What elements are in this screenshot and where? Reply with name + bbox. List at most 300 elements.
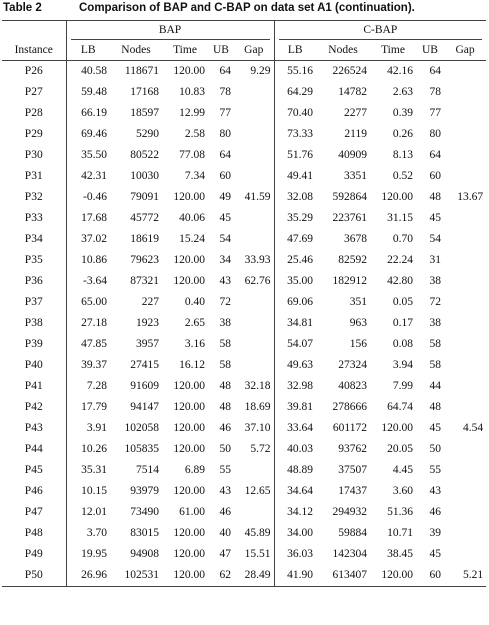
table-row (2, 208, 486, 229)
instance-cell: P37 (24, 296, 43, 308)
table-row (2, 544, 486, 565)
table-cell: 59884 (338, 527, 367, 539)
table-cell: 45 (219, 212, 231, 224)
table-cell: 3957 (136, 338, 159, 350)
table-cell (444, 250, 486, 271)
table-cell: 10.86 (66, 250, 110, 271)
table-cell: 38 (219, 317, 231, 329)
table-cell: 613407 (316, 565, 370, 587)
table-row (2, 292, 486, 313)
table-cell: 45772 (130, 212, 159, 224)
table-cell: 38 (429, 317, 441, 329)
table-cell: 3678 (344, 233, 367, 245)
header-bap-nodes: Nodes (110, 40, 162, 61)
table-cell: 32.08 (274, 187, 316, 208)
table-cell: 40.06 (179, 212, 205, 224)
table-cell: 0.17 (392, 317, 413, 329)
results-table (2, 20, 486, 587)
table-row (2, 565, 486, 587)
instance-cell: P30 (24, 149, 43, 161)
table-cell (234, 460, 274, 481)
table-row (2, 502, 486, 523)
table-cell: 120.00 (173, 191, 205, 203)
table-cell: 48 (429, 191, 441, 203)
table-cell: 120.00 (381, 191, 413, 203)
table-cell: 0.39 (392, 107, 413, 119)
table-cell: 42.80 (387, 275, 413, 287)
table-cell: 64 (219, 65, 231, 77)
table-cell (234, 502, 274, 523)
header-bap-lb: LB (66, 40, 110, 61)
table-cell: 55 (429, 464, 441, 476)
table-cell: 50 (429, 443, 441, 455)
table-cell: 278666 (332, 401, 367, 413)
table-cell: 47.69 (274, 229, 316, 250)
table-cell (444, 502, 486, 523)
table-cell: 7.28 (66, 376, 110, 397)
instance-cell: P50 (2, 565, 66, 587)
table-cell: 120.00 (173, 527, 205, 539)
instance-cell: P34 (24, 233, 43, 245)
table-row (2, 187, 486, 208)
table-cell: 3.91 (66, 418, 110, 439)
table-cell: 182912 (332, 275, 367, 287)
table-cell: 120.00 (173, 65, 205, 77)
table-cell: 34 (219, 254, 231, 266)
header-spacer (2, 21, 66, 41)
table-cell: 50 (219, 443, 231, 455)
table-row (2, 334, 486, 355)
table-cell: 8.13 (392, 149, 413, 161)
table-cell: 43 (219, 485, 231, 497)
table-cell (444, 376, 486, 397)
instance-cell: P40 (24, 359, 43, 371)
table-cell: 120.00 (173, 254, 205, 266)
table-cell: 36.03 (274, 544, 316, 565)
table-cell: 120.00 (381, 422, 413, 434)
table-cell: 15.51 (244, 548, 271, 560)
table-cell (444, 82, 486, 103)
table-cell (234, 313, 274, 334)
table-cell: 120.00 (173, 485, 205, 497)
table-cell: 120.00 (173, 422, 205, 434)
table-cell: 2.63 (392, 86, 413, 98)
table-cell: 70.40 (274, 103, 316, 124)
table-cell: 105835 (124, 443, 159, 455)
table-cell (234, 208, 274, 229)
table-row (2, 82, 486, 103)
table-cell: 2119 (344, 128, 367, 140)
table-cell: 19.95 (66, 544, 110, 565)
table-cell: 0.40 (184, 296, 205, 308)
table-cell: 102058 (124, 422, 159, 434)
table-cell: 0.52 (392, 170, 413, 182)
table-cell: 72 (219, 296, 231, 308)
table-cell: -0.46 (66, 187, 110, 208)
table-cell (234, 292, 274, 313)
table-row (2, 376, 486, 397)
table-row (2, 355, 486, 376)
table-cell: 10030 (130, 170, 159, 182)
table-cell: 39.37 (66, 355, 110, 376)
header-cbap-lb: LB (274, 40, 316, 61)
table-cell: 25.46 (274, 250, 316, 271)
table-cell: 5.21 (444, 565, 486, 587)
table-cell: 64 (429, 65, 441, 77)
table-cell: 49.63 (274, 355, 316, 376)
table-cell: 592864 (332, 191, 367, 203)
table-cell (234, 82, 274, 103)
table-cell: 12.65 (244, 485, 271, 497)
header-bap-time: Time (162, 40, 208, 61)
table-cell: 77 (429, 107, 441, 119)
table-cell (444, 61, 486, 83)
table-cell: 38 (429, 275, 441, 287)
table-cell: 3.60 (392, 485, 413, 497)
table-cell: 120.00 (173, 401, 205, 413)
table-cell: 65.00 (66, 292, 110, 313)
table-cell: 601172 (332, 422, 367, 434)
table-cell: 35.31 (66, 460, 110, 481)
table-cell: 39.81 (274, 397, 316, 418)
table-cell: 120.00 (173, 443, 205, 455)
table-row (2, 439, 486, 460)
table-cell: 66.19 (66, 103, 110, 124)
table-cell: 16.12 (179, 359, 205, 371)
table-cell: 17168 (130, 86, 159, 98)
instance-cell: P31 (24, 170, 43, 182)
table-cell: 35.50 (66, 145, 110, 166)
table-cell: 46 (219, 422, 231, 434)
table-cell: 17.68 (66, 208, 110, 229)
table-row (2, 103, 486, 124)
table-cell: 91609 (130, 380, 159, 392)
table-cell: 42.31 (66, 166, 110, 187)
table-cell: 26.96 (66, 565, 110, 587)
table-cell: 40.58 (66, 61, 110, 83)
table-cell: 118671 (124, 65, 159, 77)
table-cell: 0.05 (392, 296, 413, 308)
table-cell (444, 460, 486, 481)
header-row-columns (2, 40, 486, 61)
table-cell (444, 397, 486, 418)
table-cell: 20.05 (387, 443, 413, 455)
table-cell: 13.67 (457, 191, 484, 203)
instance-cell: P38 (24, 317, 43, 329)
table-cell: 42.16 (387, 65, 413, 77)
table-cell (444, 292, 486, 313)
instance-cell: P26 (24, 65, 43, 77)
table-cell: 120.00 (173, 380, 205, 392)
table-cell: 58 (429, 338, 441, 350)
table-cell: 37.02 (66, 229, 110, 250)
table-cell: 1923 (136, 317, 159, 329)
table-cell: 17.79 (66, 397, 110, 418)
table-row (2, 460, 486, 481)
table-cell: 2277 (344, 107, 367, 119)
table-row (2, 166, 486, 187)
table-cell: 102531 (110, 565, 162, 587)
header-group-cbap: C-BAP (274, 21, 486, 41)
table-cell: 37.10 (244, 422, 271, 434)
table-cell: 62.76 (244, 275, 271, 287)
table-cell: 47 (219, 548, 231, 560)
table-cell: 60 (219, 170, 231, 182)
table-cell (234, 124, 274, 145)
table-cell: 6.89 (184, 464, 205, 476)
header-group-bap: BAP (66, 21, 274, 41)
table-cell: 60 (416, 565, 444, 587)
table-cell (444, 355, 486, 376)
table-cell: 69.06 (274, 292, 316, 313)
instance-cell: P27 (24, 86, 43, 98)
table-cell: 49.41 (274, 166, 316, 187)
table-cell (234, 334, 274, 355)
table-cell: 43 (429, 485, 441, 497)
table-cell (234, 229, 274, 250)
table-cell: 3.94 (392, 359, 413, 371)
table-cell: 62 (208, 565, 234, 587)
table-cell: 44 (429, 380, 441, 392)
table-cell: 34.00 (274, 523, 316, 544)
table-cell: 4.45 (392, 464, 413, 476)
table-cell: 78 (429, 86, 441, 98)
table-cell: 40823 (338, 380, 367, 392)
header-cbap-ub: UB (416, 40, 444, 61)
table-cell: 7514 (136, 464, 159, 476)
table-cell: 46 (219, 506, 231, 518)
table-cell: 64.29 (274, 82, 316, 103)
instance-cell: P36 (24, 275, 43, 287)
table-cell: 120.00 (173, 275, 205, 287)
table-cell: 47.85 (66, 334, 110, 355)
table-cell: 120.00 (162, 565, 208, 587)
table-cell: 45 (429, 548, 441, 560)
table-cell: 35.00 (274, 271, 316, 292)
instance-cell: P43 (24, 422, 43, 434)
table-cell: 45 (429, 422, 441, 434)
table-cell: 142304 (332, 548, 367, 560)
table-cell: 32.98 (274, 376, 316, 397)
instance-cell: P49 (24, 548, 43, 560)
table-cell: 73490 (130, 506, 159, 518)
table-cell: 120.00 (173, 548, 205, 560)
table-cell: 80 (219, 128, 231, 140)
table-cell: 31 (429, 254, 441, 266)
table-cell: 87321 (130, 275, 159, 287)
table-cell: 93979 (130, 485, 159, 497)
table-row (2, 271, 486, 292)
table-cell: 18.69 (244, 401, 271, 413)
instance-cell: P28 (24, 107, 43, 119)
table-cell: 37507 (338, 464, 367, 476)
table-cell: 34.64 (274, 481, 316, 502)
table-cell: 10.83 (179, 86, 205, 98)
table-cell: 18619 (130, 233, 159, 245)
table-cell: 94147 (130, 401, 159, 413)
table-row (2, 145, 486, 166)
table-cell (234, 166, 274, 187)
table-cell: 31.15 (387, 212, 413, 224)
table-cell: 64 (219, 149, 231, 161)
table-cell: 14782 (338, 86, 367, 98)
table-cell: 55 (219, 464, 231, 476)
header-row-groups (2, 21, 486, 41)
table-cell: 7.99 (392, 380, 413, 392)
table-row (2, 61, 486, 83)
instance-cell: P39 (24, 338, 43, 350)
table-cell: 18597 (130, 107, 159, 119)
table-cell: 48 (429, 401, 441, 413)
table-cell: 17437 (338, 485, 367, 497)
table-row (2, 250, 486, 271)
table-cell: 94908 (130, 548, 159, 560)
table-cell (234, 145, 274, 166)
instance-cell: P32 (24, 191, 43, 203)
table-cell: 32.18 (244, 380, 271, 392)
table-cell (444, 544, 486, 565)
instance-cell: P35 (24, 254, 43, 266)
table-cell: 15.24 (179, 233, 205, 245)
table-cell (444, 271, 486, 292)
table-cell (444, 523, 486, 544)
table-cell: 4.54 (462, 422, 484, 434)
instance-cell: P44 (24, 443, 43, 455)
table-cell: 61.00 (179, 506, 205, 518)
table-cell: 9.29 (250, 65, 271, 77)
table-cell: 40.03 (274, 439, 316, 460)
table-cell: 64 (429, 149, 441, 161)
table-cell: 226524 (332, 65, 367, 77)
table-cell: 2.65 (184, 317, 205, 329)
table-cell: 7.34 (184, 170, 205, 182)
table-cell: 77 (219, 107, 231, 119)
instance-cell: P41 (24, 380, 43, 392)
instance-cell: P29 (24, 128, 43, 140)
table-cell: 0.26 (392, 128, 413, 140)
instance-cell: P48 (24, 527, 43, 539)
table-cell: 72 (429, 296, 441, 308)
table-cell: 59.48 (66, 82, 110, 103)
table-cell: 227 (141, 296, 159, 308)
table-row (2, 481, 486, 502)
instance-cell: P47 (24, 506, 43, 518)
table-cell: 69.46 (66, 124, 110, 145)
table-cell: 156 (349, 338, 367, 350)
table-cell: 0.08 (392, 338, 413, 350)
table-cell (234, 355, 274, 376)
table-cell (444, 208, 486, 229)
table-cell: 46 (429, 506, 441, 518)
table-cell: 54.07 (274, 334, 316, 355)
table-cell: 28.49 (234, 565, 274, 587)
table-cell: 39 (429, 527, 441, 539)
table-cell: 51.76 (274, 145, 316, 166)
table-cell: 58 (219, 338, 231, 350)
instance-cell: P46 (24, 485, 43, 497)
table-cell: 77.08 (179, 149, 205, 161)
table-cell: 45.89 (244, 527, 271, 539)
instance-cell: P42 (24, 401, 43, 413)
table-cell: 33.64 (274, 418, 316, 439)
table-cell: 43 (219, 275, 231, 287)
table-cell: 49 (219, 191, 231, 203)
table-cell: 48 (219, 401, 231, 413)
table-cell: 54 (219, 233, 231, 245)
table-cell: 41.90 (274, 565, 316, 587)
table-cell: 5290 (136, 128, 159, 140)
table-cell: 64.74 (387, 401, 413, 413)
table-cell: 79623 (130, 254, 159, 266)
table-row (2, 313, 486, 334)
table-cell: 5.72 (250, 443, 271, 455)
table-cell: 27415 (130, 359, 159, 371)
table-cell: 27.18 (66, 313, 110, 334)
table-row (2, 229, 486, 250)
table-cell: 0.70 (392, 233, 413, 245)
table-cell: 55.16 (274, 61, 316, 83)
table-cell: 80522 (130, 149, 159, 161)
table-number: Table 2 (3, 2, 42, 14)
table-cell (444, 229, 486, 250)
table-cell: 294932 (332, 506, 367, 518)
table-row (2, 523, 486, 544)
table-cell: 10.15 (66, 481, 110, 502)
table-cell: 93762 (338, 443, 367, 455)
table-cell (444, 124, 486, 145)
table-cell: 51.36 (387, 506, 413, 518)
table-cell: 3351 (344, 170, 367, 182)
table-cell: 73.33 (274, 124, 316, 145)
table-cell (234, 103, 274, 124)
table-cell: 10.71 (387, 527, 413, 539)
table-cell: 54 (429, 233, 441, 245)
instance-cell: P33 (24, 212, 43, 224)
table-cell: 41.59 (244, 191, 271, 203)
table-cell (444, 313, 486, 334)
table-cell: 223761 (332, 212, 367, 224)
table-cell: 38.45 (387, 548, 413, 560)
table-cell: 10.26 (66, 439, 110, 460)
table-cell: 12.01 (66, 502, 110, 523)
table-row (2, 418, 486, 439)
table-cell: 34.12 (274, 502, 316, 523)
table-cell (444, 103, 486, 124)
header-instance: Instance (2, 40, 66, 61)
header-cbap-time: Time (370, 40, 416, 61)
table-cell: 58 (219, 359, 231, 371)
table-row (2, 124, 486, 145)
table-cell (444, 481, 486, 502)
table-cell: 60 (429, 170, 441, 182)
table-cell: 58 (429, 359, 441, 371)
header-cbap-gap: Gap (444, 40, 486, 61)
table-caption (3, 2, 415, 14)
table-cell: 120.00 (370, 565, 416, 587)
table-cell: 40909 (338, 149, 367, 161)
table-cell (444, 334, 486, 355)
table-cell: 33.93 (244, 254, 271, 266)
table-body (2, 61, 486, 587)
table-cell: 34.81 (274, 313, 316, 334)
header-cbap-nodes: Nodes (316, 40, 370, 61)
table-row (2, 397, 486, 418)
header-bap-gap: Gap (234, 40, 274, 61)
table-cell: 83015 (130, 527, 159, 539)
table-cell: 80 (429, 128, 441, 140)
table-cell: -3.64 (66, 271, 110, 292)
table-cell: 40 (219, 527, 231, 539)
